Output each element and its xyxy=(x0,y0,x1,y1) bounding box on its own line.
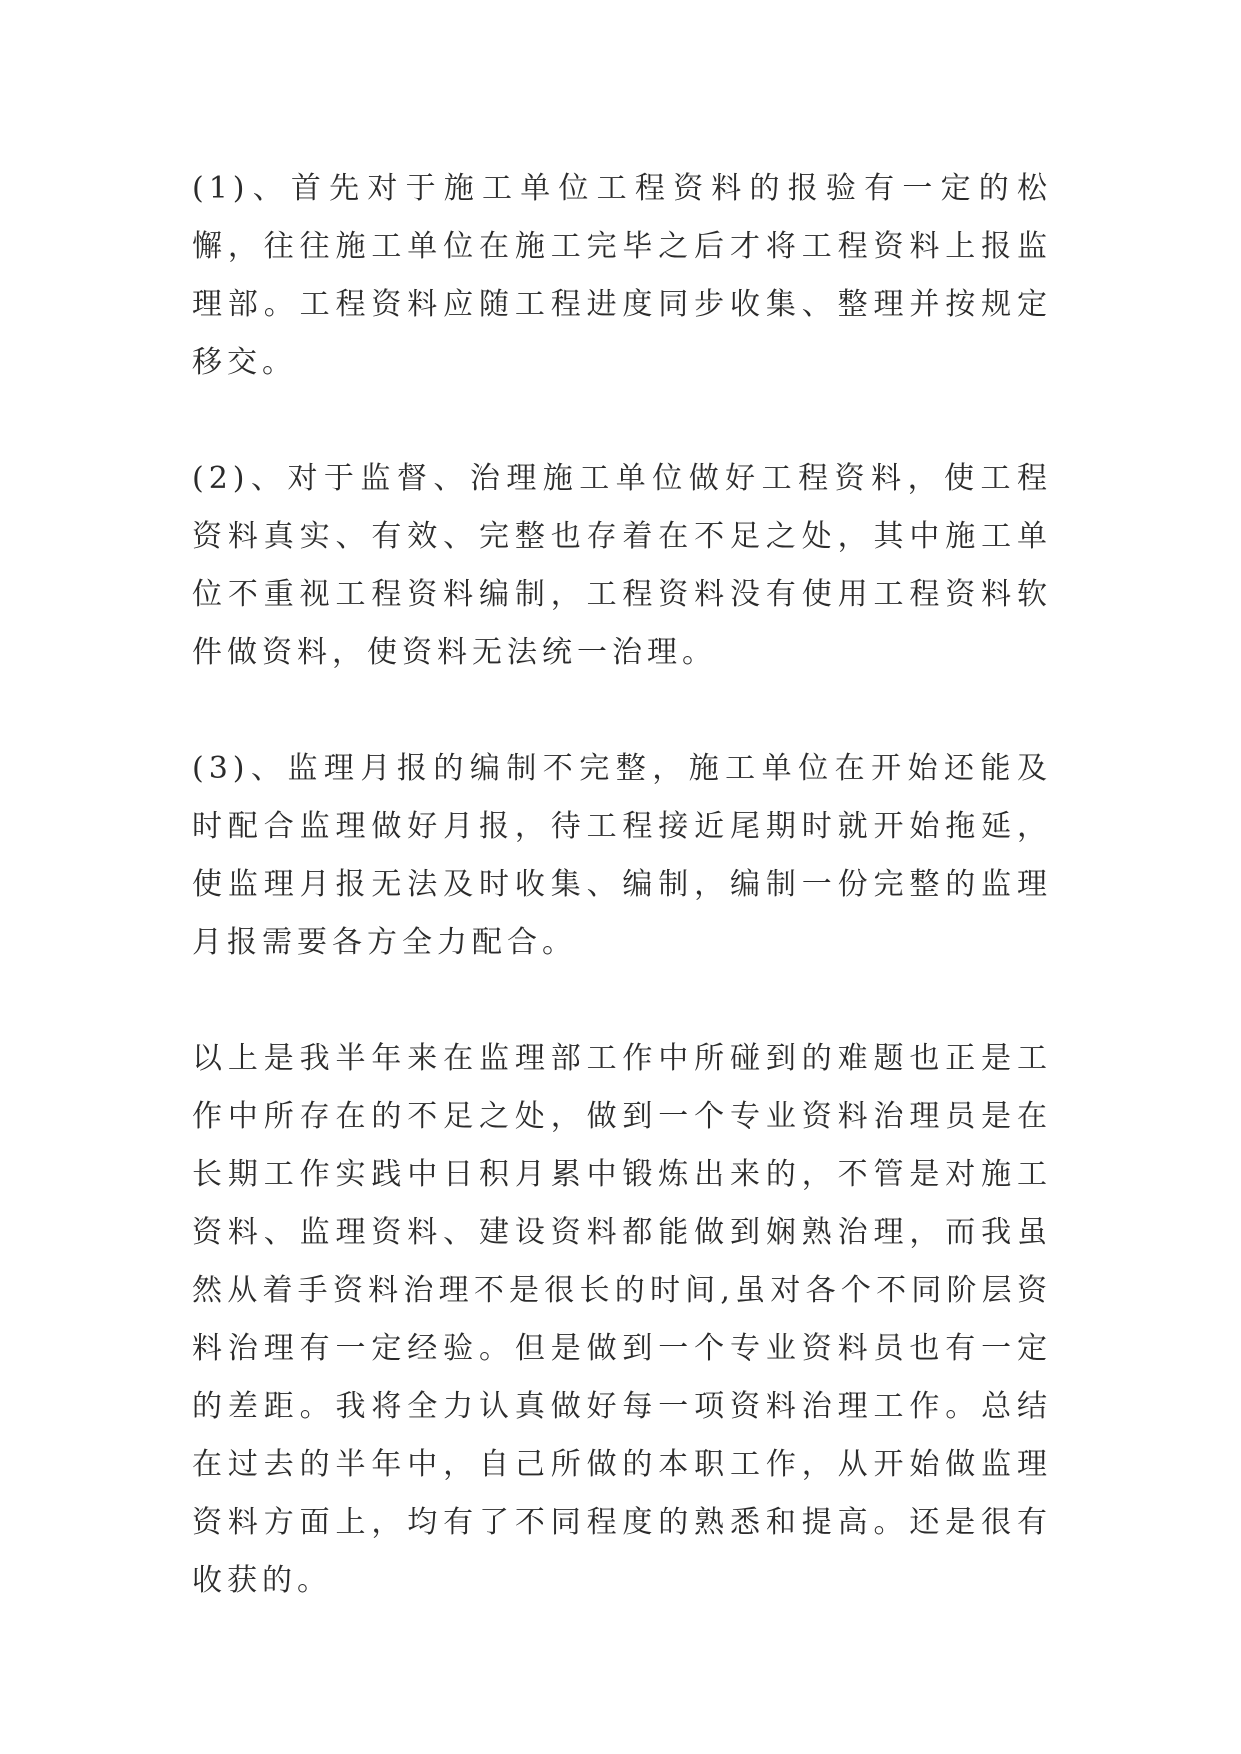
paragraph-spacer xyxy=(192,972,1052,1030)
paragraph-issue-1: (1)、首先对于施工单位工程资料的报验有一定的松懈，往往施工单位在施工完毕之后才将工程资料上报监理部。工程资料应随工程进度同步收集、整理并按规定移交。 xyxy=(192,171,1052,380)
paragraph-summary: 以上是我半年来在监理部工作中所碰到的难题也正是工作中所存在的不足之处，做到一个专业资料治理员是在长期工作实践中日积月累中锻炼出来的，不管是对施工资料、监理资料、建设资料都能做到娴熟治理，而我虽然从着手资料治理不是很长的时间,虽对各个不同阶层资料治理有一定经验。但是做到一个专业资料员也有一定的差距。我将全力认真做好每一项资料治理工作。总结在过去的半年中，自己所做的本职工作，从开始做监理资料方面上，均有了不同程度的熟悉和提高。还是很有收获的。 xyxy=(192,1041,1052,1598)
paragraph-issue-3: (3)、监理月报的编制不完整，施工单位在开始还能及时配合监理做好月报，待工程接近尾期时就开始拖延，使监理月报无法及时收集、编制，编制一份完整的监理月报需要各方全力配合。 xyxy=(192,751,1052,960)
paragraph-spacer xyxy=(192,682,1052,740)
document-body xyxy=(192,160,1052,1610)
paragraph-spacer xyxy=(192,392,1052,450)
paragraph-issue-2: (2)、对于监督、治理施工单位做好工程资料，使工程资料真实、有效、完整也存着在不足之处，其中施工单位不重视工程资料编制，工程资料没有使用工程资料软件做资料，使资料无法统一治理。 xyxy=(192,461,1052,670)
